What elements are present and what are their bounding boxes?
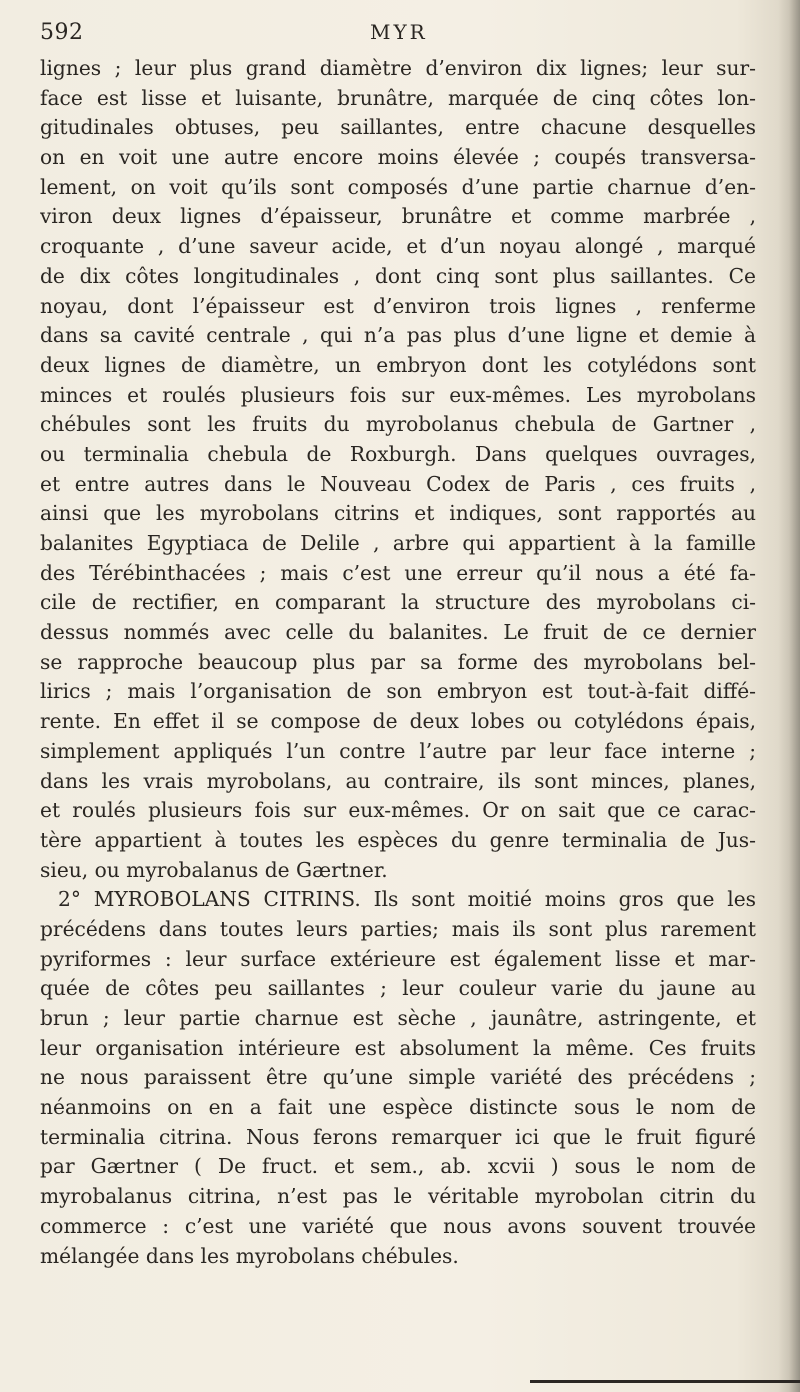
- text-line: gitudinales obtuses, peu saillantes, entre chacune desquelles: [40, 115, 756, 140]
- text-line: cile de rectifier, en comparant la structure des myrobolans ci-: [40, 590, 756, 615]
- text-line: on en voit une autre encore moins élevée ; coupés transversa-: [40, 145, 756, 170]
- text-line: lirics ; mais l’organisation de son embryon est tout-à-fait diffé-: [40, 679, 756, 704]
- text-line: brun ; leur partie charnue est sèche , jaunâtre, astringente, et: [40, 1006, 756, 1030]
- text-line: balanites Egyptiaca de Delile , arbre qui appartient à la famille: [40, 531, 756, 555]
- text-line: croquante , d’une saveur acide, et d’un noyau alongé , marqué: [40, 234, 756, 259]
- text-line: dans les vrais myrobolans, au contraire, ils sont minces, planes,: [40, 768, 756, 793]
- text-line: commerce : c’est une variété que nous avons souvent trouvée: [40, 1213, 756, 1238]
- text-line: simplement appliqués l’un contre l’autre par leur face interne ;: [40, 738, 756, 763]
- text-line: lignes ; leur plus grand diamètre d’environ dix lignes; leur sur-: [40, 56, 756, 80]
- text-line: leur organisation intérieure est absolument la même. Ces fruits: [40, 1035, 756, 1060]
- text-line: myrobalanus citrina, n’est pas le véritable myrobolan citrin du: [40, 1184, 756, 1209]
- body-text: [40, 54, 756, 1271]
- text-line: chébules sont les fruits du myrobolanus chebula de Gartner ,: [40, 412, 756, 437]
- text-line: ainsi que les myrobolans citrins et indiques, sont rapportés au: [40, 501, 756, 526]
- text-line: néanmoins on en a fait une espèce distincte sous le nom de: [40, 1095, 756, 1120]
- text-line: 2° MYROBOLANS CITRINS. Ils sont moitié moins gros que les: [58, 887, 756, 912]
- text-line: tère appartient à toutes les espèces du genre terminalia de Jus-: [40, 827, 756, 852]
- text-line: noyau, dont l’épaisseur est d’environ trois lignes , renferme: [40, 293, 756, 318]
- text-line: face est lisse et luisante, brunâtre, marquée de cinq côtes lon-: [40, 85, 756, 110]
- running-head: MYR: [370, 20, 428, 44]
- text-line: dessus nommés avec celle du balanites. Le fruit de ce dernier: [40, 620, 756, 645]
- text-line: quée de côtes peu saillantes ; leur couleur varie du jaune au: [40, 976, 756, 1001]
- text-line: rente. En effet il se compose de deux lobes ou cotylédons épais,: [40, 709, 756, 734]
- text-line: sieu, ou myrobalanus de Gærtner.: [40, 857, 388, 882]
- text-line: et entre autres dans le Nouveau Codex de Paris , ces fruits ,: [40, 471, 756, 496]
- text-line: ou terminalia chebula de Roxburgh. Dans quelques ouvrages,: [40, 441, 756, 466]
- page-header: [40, 20, 760, 50]
- text-line: lement, on voit qu’ils sont composés d’une partie charnue d’en-: [40, 174, 756, 199]
- text-line: des Térébinthacées ; mais c’est une erreur qu’il nous a été fa-: [40, 560, 756, 585]
- text-line: de dix côtes longitudinales , dont cinq sont plus saillantes. Ce: [40, 263, 756, 288]
- text-line: pyriformes : leur surface extérieure est également lisse et mar-: [40, 946, 756, 971]
- text-line: terminalia citrina. Nous ferons remarquer ici que le fruit figuré: [40, 1124, 756, 1149]
- text-line: viron deux lignes d’épaisseur, brunâtre et comme marbrée ,: [40, 204, 756, 229]
- text-line: précédens dans toutes leurs parties; mais ils sont plus rarement: [40, 916, 756, 941]
- bottom-edge-rule: [530, 1380, 800, 1383]
- text-line: dans sa cavité centrale , qui n’a pas plus d’une ligne et demie à: [40, 323, 756, 348]
- text-line: se rapproche beaucoup plus par sa forme des myrobolans bel-: [40, 649, 756, 674]
- text-line: deux lignes de diamètre, un embryon dont les cotylédons sont: [40, 352, 756, 377]
- text-line: et roulés plusieurs fois sur eux-mêmes. Or on sait que ce carac-: [40, 798, 756, 823]
- page-number: 592: [40, 20, 84, 45]
- text-line: mélangée dans les myrobolans chébules.: [40, 1243, 459, 1268]
- text-line: par Gærtner ( De fruct. et sem., ab. xcvii ) sous le nom de: [40, 1154, 756, 1179]
- text-line: minces et roulés plusieurs fois sur eux-mêmes. Les myrobolans: [40, 382, 756, 407]
- page-gutter-shadow: [778, 0, 800, 1392]
- text-line: ne nous paraissent être qu’une simple variété des précédens ;: [40, 1065, 756, 1090]
